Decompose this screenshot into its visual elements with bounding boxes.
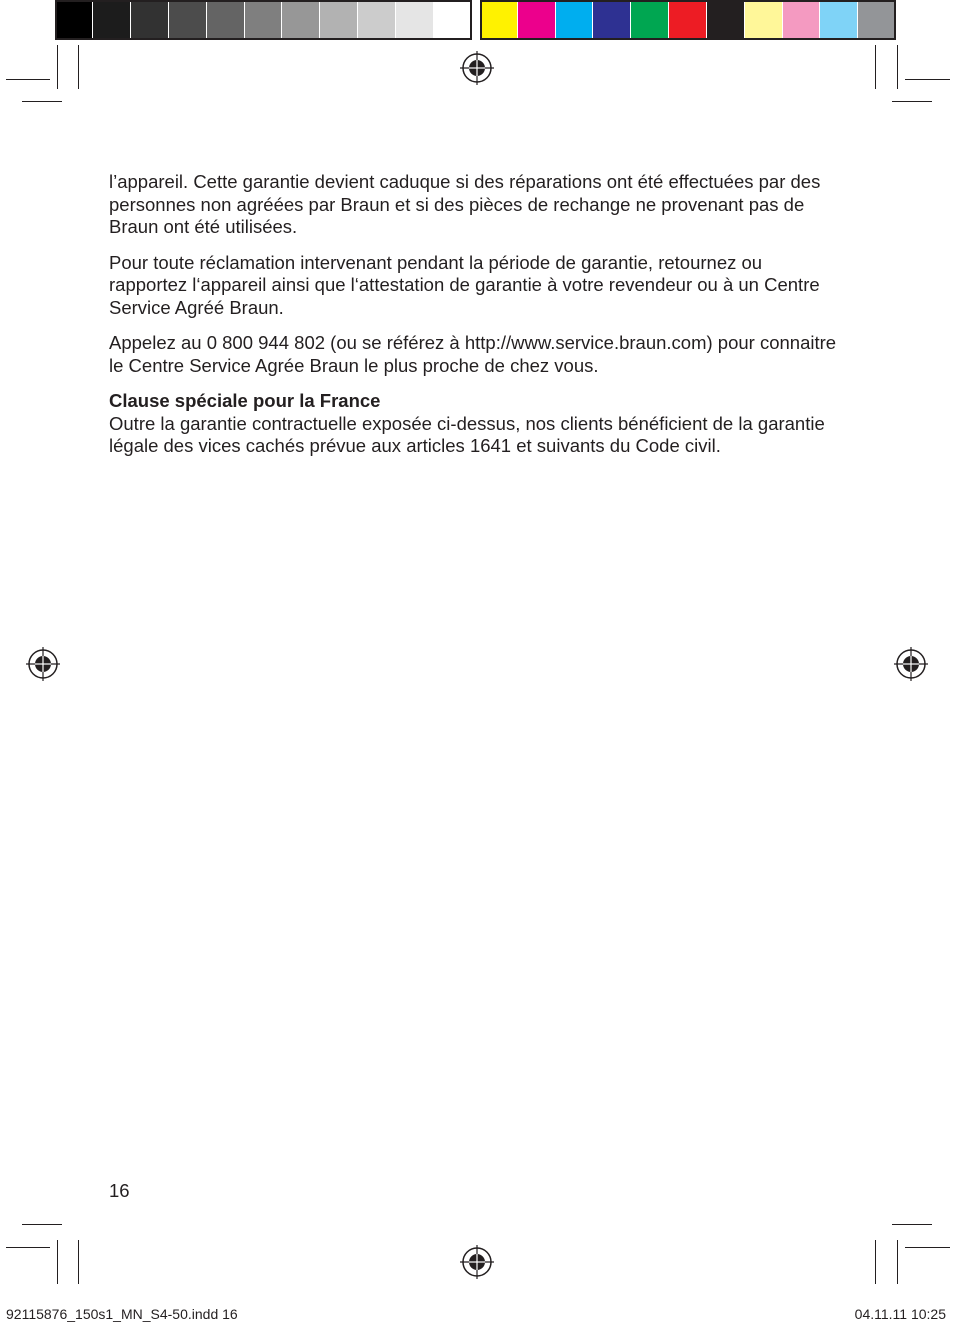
clause-section <box>109 390 839 458</box>
claim-paragraph: Pour toute réclamation intervenant pendant la période de garantie, retournez ou rapportez l‘appareil ainsi que l‘attestation de garantie à votre revendeur ou à un Centre Service Agréé Braun. <box>109 251 820 318</box>
process-swatch-3 <box>556 2 594 38</box>
gray-swatch-11 <box>434 2 472 38</box>
gray-swatch-2 <box>93 2 131 38</box>
process-swatch-9 <box>783 2 821 38</box>
process-swatch-7 <box>707 2 745 38</box>
process-swatch-10 <box>820 2 858 38</box>
gray-swatch-3 <box>131 2 169 38</box>
clause-heading: Clause spéciale pour la France <box>109 390 381 411</box>
crop-mark <box>6 79 50 80</box>
gray-swatch-8 <box>320 2 358 38</box>
gray-swatch-5 <box>207 2 245 38</box>
slug-filename: 92115876_150s1_MN_S4-50.indd 16 <box>6 1306 238 1322</box>
gray-swatch-10 <box>396 2 434 38</box>
registration-mark-icon <box>460 51 494 85</box>
document-body <box>109 171 839 471</box>
process-swatch-5 <box>631 2 669 38</box>
process-swatch-11 <box>858 2 896 38</box>
crop-mark <box>22 1224 62 1225</box>
clause-text: Outre la garantie contractuelle exposée ci-dessus, nos clients bénéficient de la garantie légale des vices cachés prévue aux articles 1641 et suivants du Code civil. <box>109 412 825 456</box>
process-color-bar <box>480 0 896 40</box>
crop-mark <box>892 101 932 102</box>
process-swatch-2 <box>518 2 556 38</box>
registration-mark-icon <box>894 647 928 681</box>
contact-paragraph: Appelez au 0 800 944 802 (ou se référez à http://www.service.braun.com) pour connaitre le Centre Service Agrée Braun le plus proche de chez vous. <box>109 332 837 376</box>
crop-mark <box>897 45 898 89</box>
crop-mark <box>57 45 58 89</box>
slug-date: 04.11.11 10:25 <box>854 1306 946 1322</box>
gray-swatch-7 <box>282 2 320 38</box>
crop-mark <box>875 45 876 89</box>
crop-mark <box>905 79 950 80</box>
warranty-paragraph: l’appareil. Cette garantie devient caduque si des réparations ont été effectuées par des personnes non agréées par Braun et si des pièces de rechange ne provenant pas de Braun ont été utilisées. <box>109 171 821 237</box>
process-swatch-4 <box>593 2 631 38</box>
crop-mark <box>892 1224 932 1225</box>
registration-mark-icon <box>460 1245 494 1279</box>
crop-mark <box>875 1240 876 1284</box>
grayscale-color-bar <box>55 0 472 40</box>
gray-swatch-1 <box>55 2 93 38</box>
crop-mark <box>6 1247 50 1248</box>
page-number: 16 <box>109 1180 130 1201</box>
gray-swatch-4 <box>169 2 207 38</box>
process-swatch-8 <box>745 2 783 38</box>
crop-mark <box>78 1240 79 1284</box>
crop-mark <box>78 45 79 89</box>
crop-mark <box>57 1240 58 1284</box>
crop-mark <box>905 1247 950 1248</box>
process-swatch-6 <box>669 2 707 38</box>
crop-mark <box>22 101 62 102</box>
gray-swatch-9 <box>358 2 396 38</box>
registration-mark-icon <box>26 647 60 681</box>
crop-mark <box>897 1240 898 1284</box>
gray-swatch-6 <box>245 2 283 38</box>
process-swatch-1 <box>480 2 518 38</box>
